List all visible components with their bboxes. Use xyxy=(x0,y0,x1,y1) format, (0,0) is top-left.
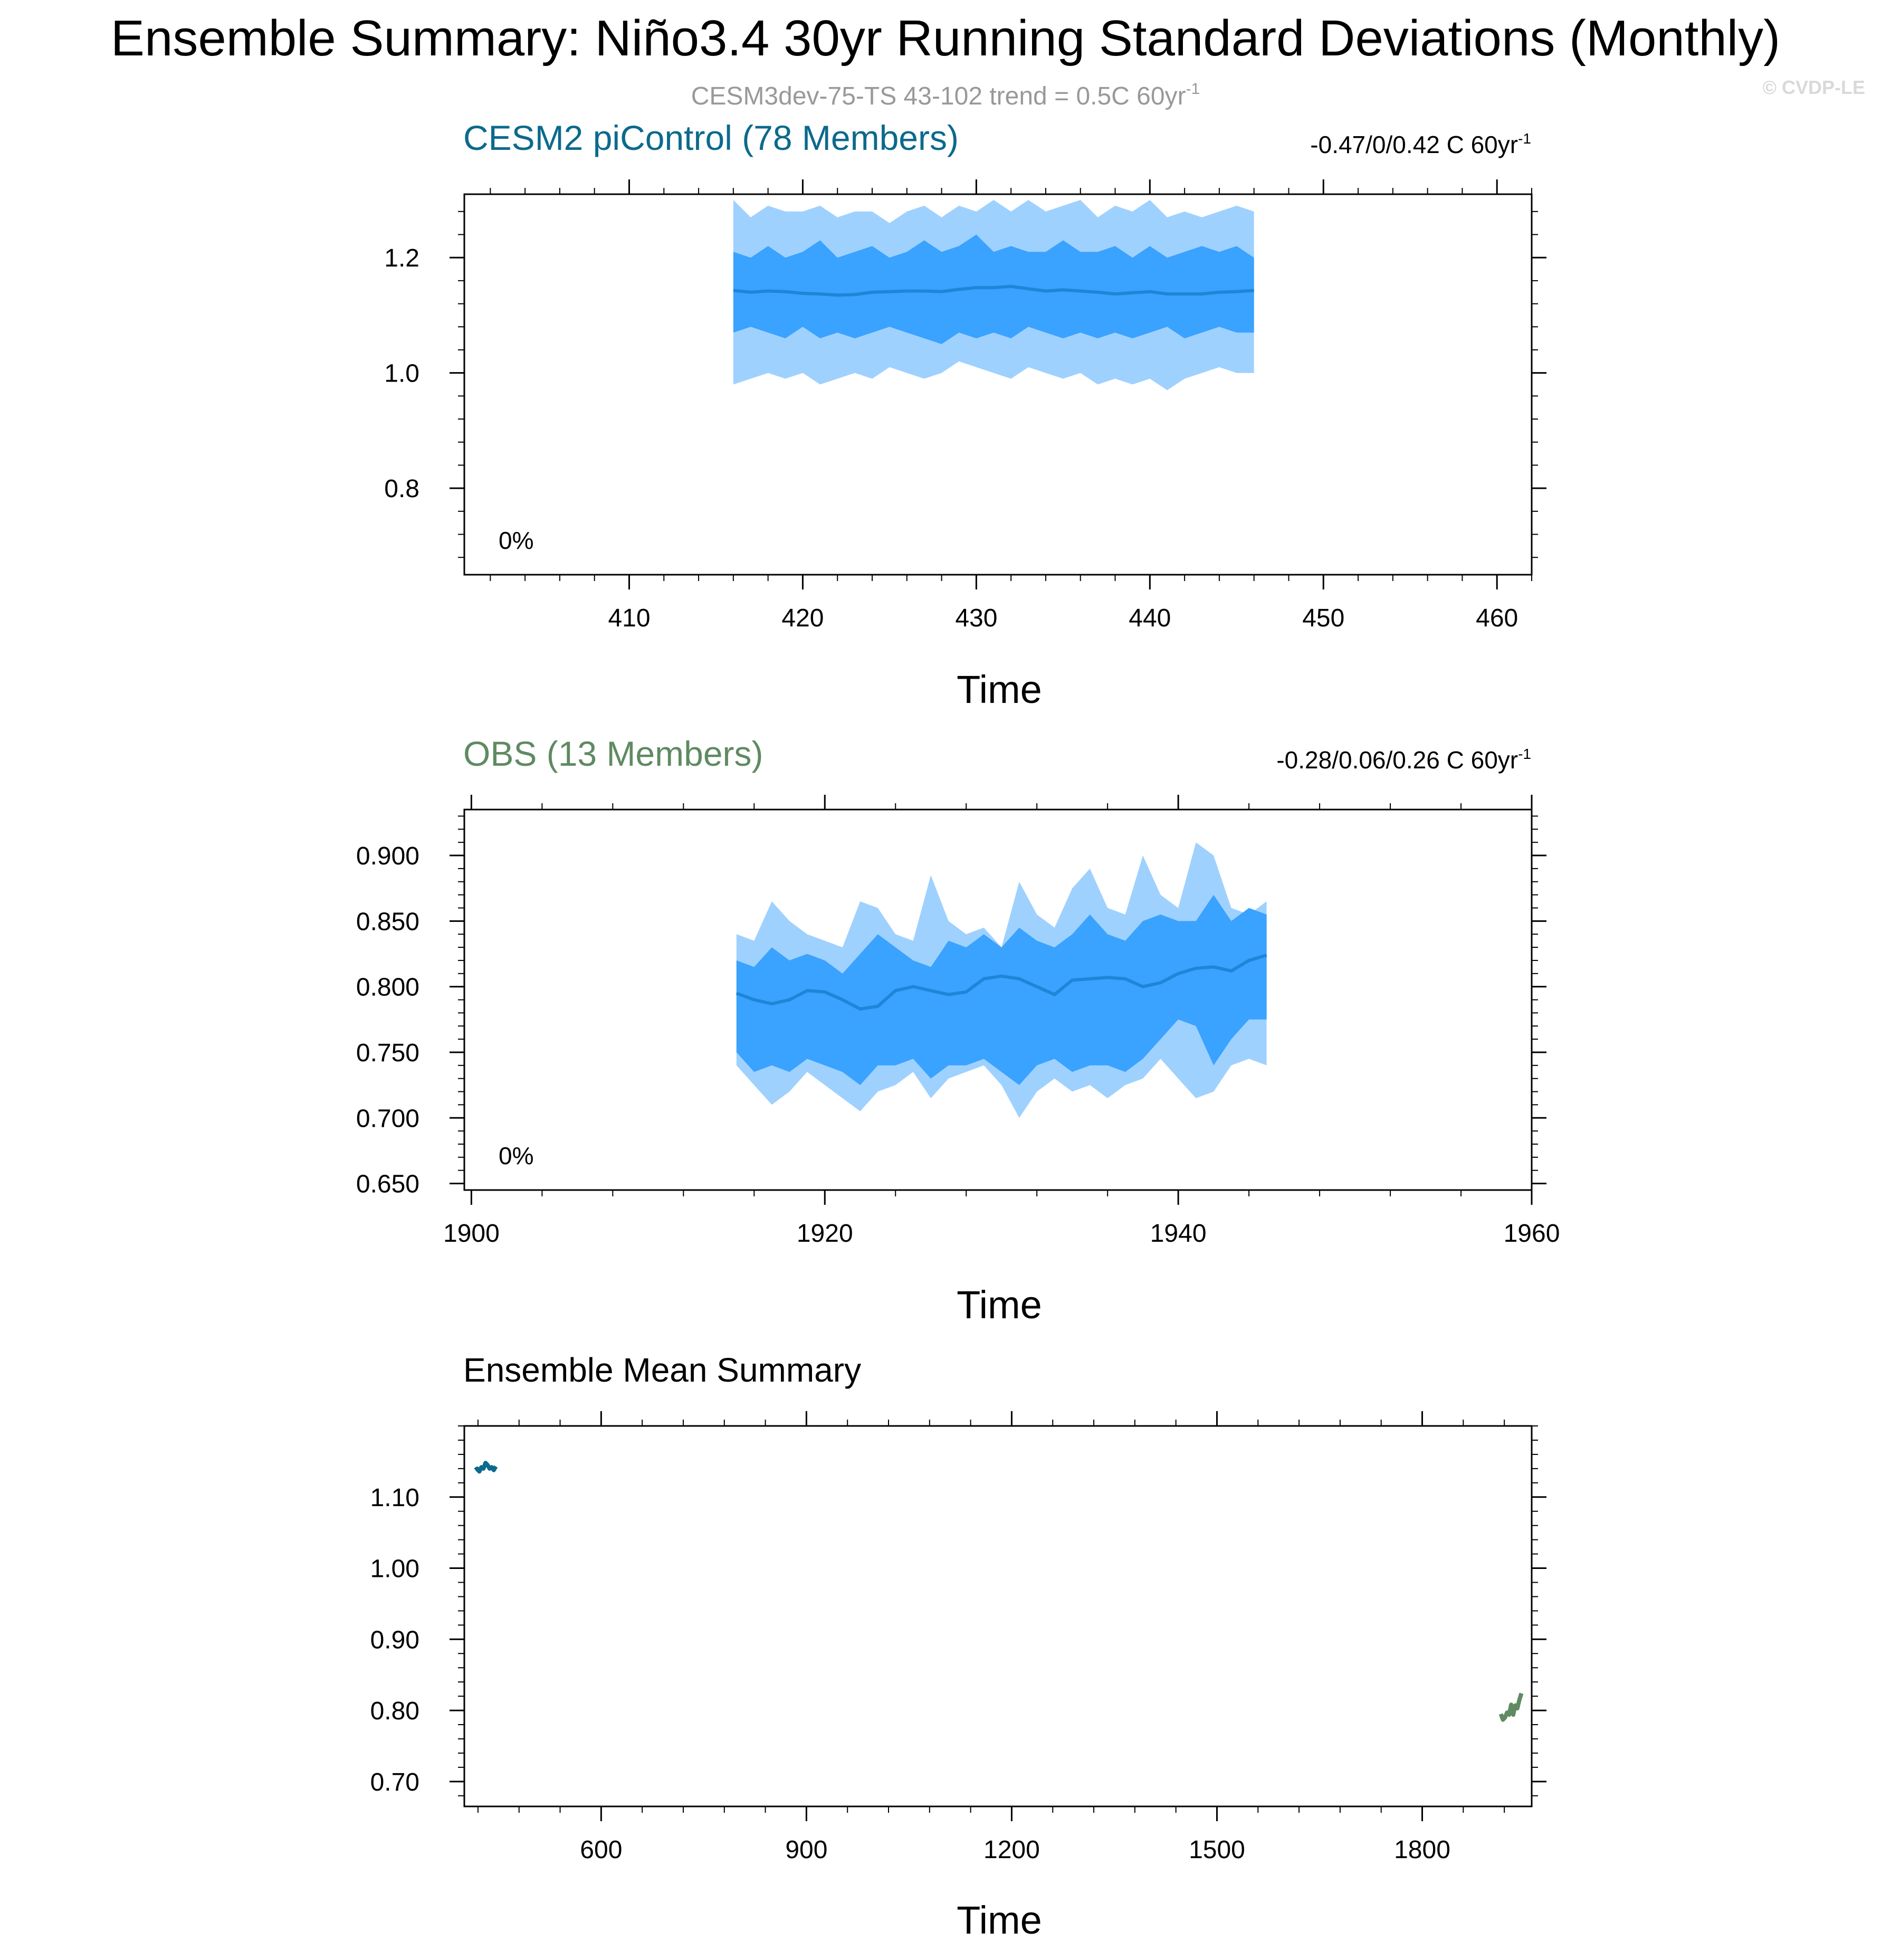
mean-summary-series-1-line xyxy=(1501,1693,1522,1720)
panel-obs xyxy=(356,734,1560,1327)
panel-cesm2-trend-sup: -1 xyxy=(1518,130,1531,147)
figure-title: Ensemble Summary: Niño3.4 30yr Running Standard Deviations (Monthly) xyxy=(110,10,1781,66)
y-tick-label: 0.800 xyxy=(356,973,419,1002)
mean-summary-series-0-line xyxy=(475,1463,496,1471)
y-tick-label: 0.850 xyxy=(356,908,419,936)
y-tick-label: 1.2 xyxy=(384,244,419,273)
panel-obs-percent: 0% xyxy=(499,1142,534,1169)
y-tick-label: 0.80 xyxy=(370,1697,419,1726)
panel-mean-summary-xlabel: Time xyxy=(957,1898,1042,1942)
figure-subtitle xyxy=(691,80,1200,110)
y-tick-label: 0.650 xyxy=(356,1170,419,1198)
plot-area-cesm2 xyxy=(733,200,1254,391)
figure-subtitle-sup: -1 xyxy=(1186,80,1200,98)
x-tick-label: 460 xyxy=(1476,604,1518,632)
panel-cesm2-title: CESM2 piControl (78 Members) xyxy=(463,118,959,157)
y-tick-label: 1.0 xyxy=(384,359,419,388)
panel-obs-trend xyxy=(1276,746,1531,774)
figure-subtitle-text: CESM3dev-75-TS 43-102 trend = 0.5C 60yr xyxy=(691,82,1186,110)
x-tick-label: 430 xyxy=(955,604,998,632)
y-tick-label: 0.90 xyxy=(370,1626,419,1654)
x-tick-label: 1940 xyxy=(1150,1220,1207,1248)
y-tick-label: 0.750 xyxy=(356,1039,419,1067)
plot-area-mean-summary xyxy=(475,1463,1522,1720)
panel-obs-trend-sup: -1 xyxy=(1518,746,1531,762)
y-tick-label: 0.900 xyxy=(356,842,419,871)
panel-obs-title: OBS (13 Members) xyxy=(463,734,763,773)
panel-cesm2 xyxy=(384,118,1546,711)
plot-frame-mean-summary xyxy=(464,1426,1532,1806)
x-tick-label: 1200 xyxy=(983,1836,1040,1864)
y-tick-label: 0.8 xyxy=(384,475,419,503)
panel-cesm2-trend-text: -0.47/0/0.42 C 60yr xyxy=(1310,131,1518,158)
x-tick-label: 1900 xyxy=(443,1220,500,1248)
panel-obs-xlabel: Time xyxy=(957,1283,1042,1327)
x-tick-label: 450 xyxy=(1302,604,1345,632)
panel-cesm2-xlabel: Time xyxy=(957,668,1042,711)
y-tick-label: 1.00 xyxy=(370,1555,419,1583)
axes-mean-summary xyxy=(370,1411,1546,1864)
y-tick-label: 0.70 xyxy=(370,1768,419,1796)
x-tick-label: 1920 xyxy=(796,1220,853,1248)
panel-mean-summary xyxy=(370,1351,1546,1942)
y-tick-label: 1.10 xyxy=(370,1483,419,1512)
panel-cesm2-trend xyxy=(1310,130,1531,158)
panel-obs-trend-text: -0.28/0.06/0.26 C 60yr xyxy=(1276,746,1518,774)
x-tick-label: 1800 xyxy=(1394,1836,1450,1864)
panel-cesm2-percent: 0% xyxy=(499,527,534,554)
x-tick-label: 600 xyxy=(580,1836,623,1864)
x-tick-label: 1500 xyxy=(1189,1836,1245,1864)
plot-area-obs xyxy=(737,842,1267,1118)
x-tick-label: 1960 xyxy=(1503,1220,1560,1248)
panel-mean-summary-title: Ensemble Mean Summary xyxy=(463,1351,862,1389)
x-tick-label: 440 xyxy=(1129,604,1171,632)
x-tick-label: 420 xyxy=(781,604,824,632)
x-tick-label: 900 xyxy=(785,1836,828,1864)
x-tick-label: 410 xyxy=(608,604,651,632)
watermark: © CVDP-LE xyxy=(1762,77,1865,98)
y-tick-label: 0.700 xyxy=(356,1105,419,1133)
